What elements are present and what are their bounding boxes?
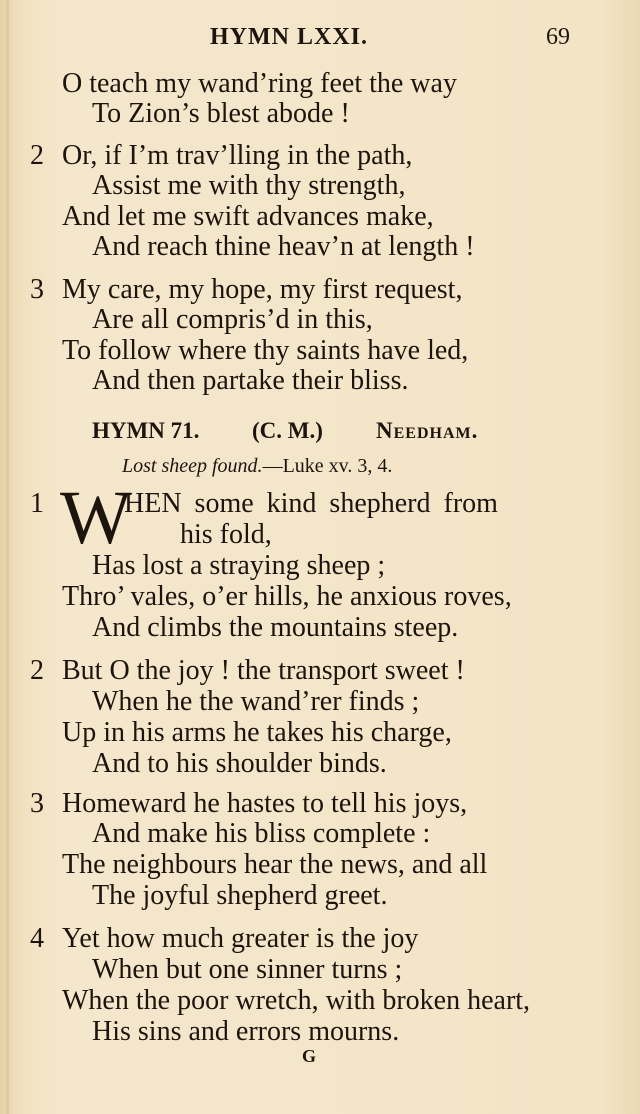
verse-line: And make his bliss complete : [92, 818, 431, 849]
verse-line: Has lost a straying sheep ; [92, 550, 386, 581]
stanza-number: 1 [30, 488, 44, 519]
scripture-reference: —Luke xv. 3, 4. [262, 455, 393, 477]
hymn-subtitle [122, 455, 392, 478]
verse-line: But O the joy ! the transport sweet ! [62, 655, 465, 686]
subtitle-topic: Lost sheep found. [122, 455, 263, 477]
stanza-number: 4 [30, 923, 44, 954]
page-header [0, 24, 640, 58]
verse-line: O teach my wand’ring feet the way [62, 68, 457, 99]
verse-line: And to his shoulder binds. [92, 748, 387, 779]
verse-line: And let me swift advances make, [62, 201, 434, 232]
verse-line: Or, if I’m trav’lling in the path, [62, 140, 413, 171]
verse-line: My care, my hope, my first request, [62, 274, 463, 305]
stanza-number: 2 [30, 140, 44, 171]
page-gutter [6, 0, 9, 1114]
drop-cap: W [60, 476, 132, 560]
verse-line: Are all compris’d in this, [92, 304, 373, 335]
stanza-number: 3 [30, 788, 44, 819]
running-title: HYMN LXXI. [210, 24, 368, 50]
page-number: 69 [546, 24, 570, 50]
verse-line: Assist me with thy strength, [92, 170, 406, 201]
verse-line: Up in his arms he takes his charge, [62, 717, 452, 748]
verse-line: And climbs the mountains steep. [92, 612, 459, 643]
hymn-heading [92, 418, 512, 448]
verse-line: his fold, [180, 519, 272, 550]
verse-line: And then partake their bliss. [92, 365, 409, 396]
verse-line: To Zion’s blest abode ! [92, 98, 350, 129]
verse-line: To follow where thy saints have led, [62, 335, 469, 366]
verse-line: HEN some kind shepherd from [124, 488, 498, 519]
stanza-number: 3 [30, 274, 44, 305]
verse-line: The joyful shepherd greet. [92, 880, 388, 911]
verse-line: When he the wand’rer finds ; [92, 686, 420, 717]
verse-line: The neighbours hear the news, and all [62, 849, 488, 880]
verse-line: When but one sinner turns ; [92, 954, 403, 985]
verse-line: Thro’ vales, o’er hills, he anxious roves, [62, 581, 512, 612]
verse-line: Homeward he hastes to tell his joys, [62, 788, 468, 819]
hymn-meter: (C. M.) [252, 418, 323, 443]
signature-mark: G [302, 1046, 317, 1066]
verse-line: When the poor wretch, with broken heart, [62, 985, 531, 1016]
hymn-tune: Needham. [376, 418, 479, 443]
verse-line: And reach thine heav’n at length ! [92, 231, 475, 262]
stanza-number: 2 [30, 655, 44, 686]
verse-line: His sins and errors mourns. [92, 1016, 400, 1047]
verse-line: Yet how much greater is the joy [62, 923, 419, 954]
hymn-label: HYMN 71. [92, 418, 200, 443]
